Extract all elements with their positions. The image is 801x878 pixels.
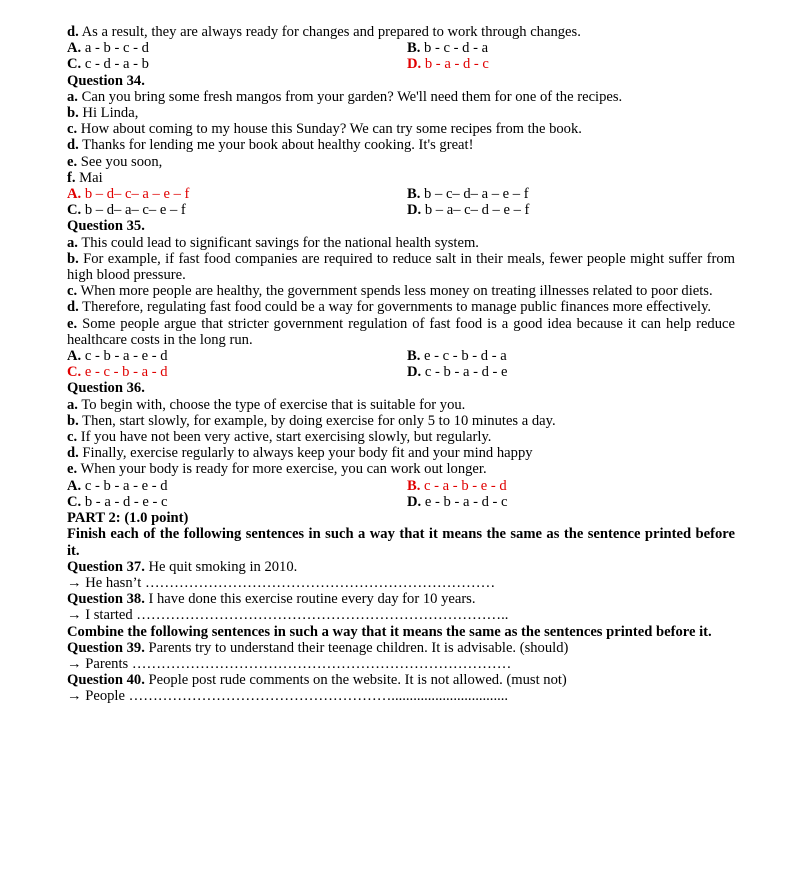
q35-item-d: d. Therefore, regulating fast food could be a way for governments to manage public finances more effectively. xyxy=(67,299,712,316)
q35-item-c: c. When more people are healthy, the government spends less money on treating illnesses related to poor diets. xyxy=(67,283,713,300)
q34-title: Question 34. xyxy=(67,72,145,89)
q36-item-c: c. If you have not been very active, start exercising slowly, but regularly. xyxy=(67,429,492,446)
q36-option-a[interactable]: A. c - b - a - e - d xyxy=(67,477,168,494)
q36-title: Question 36. xyxy=(67,380,145,397)
q34-item-c: c. How about coming to my house this Sunday? We can try some recipes from the book. xyxy=(67,121,582,138)
q34-options-row2 xyxy=(67,202,735,218)
q36-item-b: b. Then, start slowly, for example, by doing exercise for only 5 to 10 minutes a day. xyxy=(67,412,556,429)
q34-item-e: e. See you soon, xyxy=(67,153,163,170)
q36-option-b-answer[interactable]: B. c - a - b - e - d xyxy=(407,477,507,494)
q35-options-row2 xyxy=(67,364,735,380)
q35-title: Question 35. xyxy=(67,218,145,235)
q37-prompt: Question 37. He quit smoking in 2010. xyxy=(67,558,298,575)
q34-option-c[interactable]: C. b – d– a– c– e – f xyxy=(67,202,186,219)
q35-option-c-answer[interactable]: C. e - c - b - a - d xyxy=(67,364,168,381)
q36-option-c[interactable]: C. b - a - d - e - c xyxy=(67,493,168,510)
q35-item-a: a. This could lead to significant savings for the national health system. xyxy=(67,234,479,251)
q35-item-b: b. For example, if fast food companies are required to reduce salt in their meals, fewer people might suffer from high blood pressure. xyxy=(67,250,735,284)
q35-options-row1 xyxy=(67,348,735,364)
q34-option-b[interactable]: B. b – c– d– a – e – f xyxy=(407,186,529,203)
q35-option-a[interactable]: A. c - b - a - e - d xyxy=(67,348,168,365)
q38-prompt: Question 38. I have done this exercise routine every day for 10 years. xyxy=(67,591,476,608)
q33-option-a[interactable]: A. a - b - c - d xyxy=(67,40,149,57)
part2-instruction-1: Finish each of the following sentences in such a way that it means the same as the sentence printed before it. xyxy=(67,526,735,559)
q33-options-row2 xyxy=(67,56,735,72)
q39-answer-line[interactable]: → Parents …………………………………………………………………… xyxy=(67,655,512,672)
q36-options-row1 xyxy=(67,478,735,494)
q36-item-d: d. Finally, exercise regularly to always keep your body fit and your mind happy xyxy=(67,445,533,462)
q36-item-e: e. When your body is ready for more exercise, you can work out longer. xyxy=(67,461,487,478)
q36-item-a: a. To begin with, choose the type of exercise that is suitable for you. xyxy=(67,396,466,413)
q39-prompt: Question 39. Parents try to understand their teenage children. It is advisable. (should) xyxy=(67,639,569,656)
worksheet-content xyxy=(67,24,735,705)
q34-item-f: f. Mai xyxy=(67,169,103,186)
q40-answer-line[interactable]: → People ………………………………………………................................ xyxy=(67,688,509,705)
q33-option-d-answer[interactable]: D. b - a - d - c xyxy=(407,56,489,73)
q34-options-row1 xyxy=(67,186,735,202)
q40-prompt: Question 40. People post rude comments on the website. It is not allowed. (must not) xyxy=(67,672,567,689)
q36-options-row2 xyxy=(67,494,735,510)
q37-answer-line[interactable]: → He hasn’t ……………………………………………………………… xyxy=(67,574,496,591)
q34-option-a-answer[interactable]: A. b – d– c– a – e – f xyxy=(67,186,190,203)
q33-option-b[interactable]: B. b - c - d - a xyxy=(407,40,489,57)
q34-item-d: d. Thanks for lending me your book about healthy cooking. It's great! xyxy=(67,137,474,154)
part2-instruction-2: Combine the following sentences in such a way that it means the same as the sentences printed before it. xyxy=(67,623,712,640)
q36-option-d[interactable]: D. e - b - a - d - c xyxy=(407,493,508,510)
part2-title: PART 2: (1.0 point) xyxy=(67,510,189,527)
q33-options-row1 xyxy=(67,40,735,56)
q35-option-b[interactable]: B. e - c - b - d - a xyxy=(407,348,507,365)
q33-option-c[interactable]: C. c - d - a - b xyxy=(67,56,149,73)
q35-option-d[interactable]: D. c - b - a - d - e xyxy=(407,364,508,381)
q34-option-d[interactable]: D. b – a– c– d – e – f xyxy=(407,202,530,219)
q33-item-d: d. As a result, they are always ready for changes and prepared to work through changes. xyxy=(67,24,581,40)
q34-item-b: b. Hi Linda, xyxy=(67,105,139,122)
q34-item-a: a. Can you bring some fresh mangos from your garden? We'll need them for one of the recipes. xyxy=(67,88,623,105)
q38-answer-line[interactable]: → I started ………………………………………………………………….. xyxy=(67,607,509,624)
q35-item-e: e. Some people argue that stricter government regulation of fast food is a good idea because it can help reduce healthcare costs in the long run. xyxy=(67,315,735,348)
